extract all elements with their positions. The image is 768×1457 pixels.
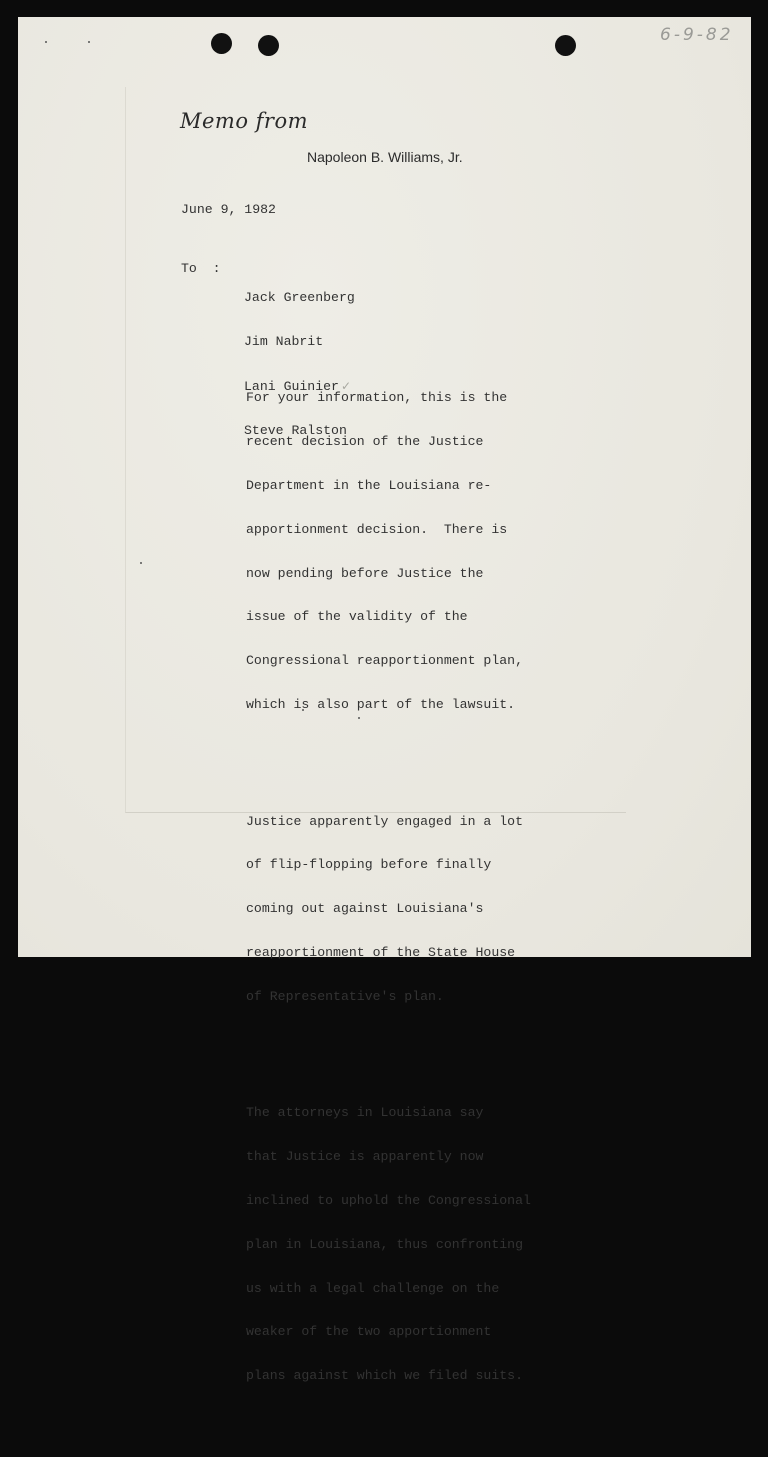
body-paragraph	[246, 362, 531, 741]
body-paragraph	[246, 785, 531, 1033]
letterhead-title: Memo from	[180, 109, 309, 133]
body-paragraph	[246, 1077, 531, 1413]
text-line: coming out against Louisiana's	[246, 901, 484, 917]
punch-hole-icon	[211, 33, 232, 54]
text-line: of flip-flopping before finally	[246, 857, 492, 873]
text-line: us with a legal challenge on the	[246, 1280, 500, 1296]
to-label: To :	[181, 261, 221, 276]
checkmark-icon: ✓	[340, 378, 352, 393]
letterhead-sender: Napoleon B. Williams, Jr.	[307, 149, 463, 165]
memo-page	[18, 17, 751, 1384]
handwritten-date: 6-9-82	[660, 25, 734, 45]
punch-hole-icon	[555, 35, 576, 56]
recipient-name: Jack Greenberg	[244, 290, 355, 306]
text-line: inclined to uphold the Congressional	[246, 1193, 531, 1209]
text-line: plan in Louisiana, thus confronting	[246, 1236, 523, 1252]
text-line: issue of the validity of the	[246, 609, 468, 625]
text-line: Justice apparently engaged in a lot	[246, 813, 523, 829]
recipient-name: Steve Ralston	[244, 422, 347, 438]
memo-body	[246, 333, 531, 1457]
text-line: The attorneys in Louisiana say	[246, 1105, 484, 1121]
text-line: which is also part of the lawsuit.	[246, 696, 516, 712]
punch-hole-icon	[258, 35, 279, 56]
text-line: recent decision of the Justice	[246, 434, 484, 450]
recipient-name: Jim Nabrit	[244, 333, 324, 349]
text-line: now pending before Justice the	[246, 565, 484, 581]
speck	[88, 41, 90, 43]
text-line: For your information, this is the	[246, 390, 508, 406]
text-line: apportionment decision. There is	[246, 521, 508, 537]
text-line: that Justice is apparently now	[246, 1149, 484, 1165]
recipient	[244, 291, 355, 306]
text-line: plans against which we filed suits.	[246, 1368, 523, 1384]
text-line: Congressional reapportionment plan,	[246, 653, 523, 669]
speck	[45, 41, 47, 43]
memo-date: June 9, 1982	[181, 202, 276, 217]
text-line: weaker of the two apportionment	[246, 1324, 492, 1340]
text-line: Department in the Louisiana re-	[246, 477, 492, 493]
text-line: reapportionment of the State House	[246, 944, 516, 960]
text-line: of Representative's plan.	[246, 988, 444, 1004]
speck	[140, 562, 142, 564]
recipient-name: Lani Guinier	[244, 378, 339, 394]
